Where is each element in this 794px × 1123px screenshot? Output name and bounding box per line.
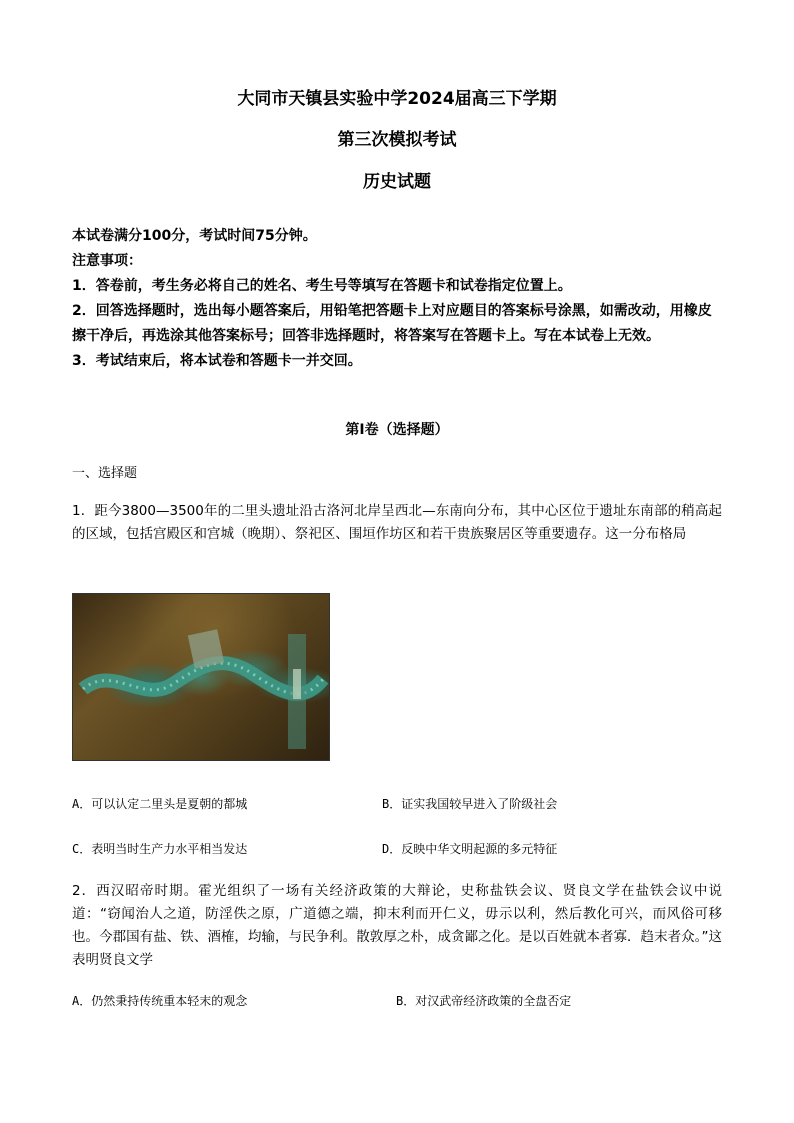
notice-item-3: 3．考试结束后，将本试卷和答题卡一并交回。 [72,353,362,369]
exam-subject-title: 历史试题 [363,172,431,192]
question-1-text: 1．距今3800—3500年的二里头遗址沿古洛河北岸呈西北—东南向分布，其中心区位于遗址东南部的稍高起的区域，包括宫殿区和宫城（晚期）、祭祀区、围垣作坊区和若干贵族聚居区等重要遗存。这一分布格局 [72,503,722,542]
question-2-option-a[interactable]: A．仍然秉持传统重本轻末的观念 [72,994,248,1008]
part-label: 一、选择题 [72,466,138,481]
notice-item-2: 2．回答选择题时，选出每小题答案后，用铅笔把答题卡上对应题目的答案标号涂黑，如需改动，用橡皮擦干净后，再选涂其他答案标号；回答非选择题时，将答案写在答题卡上。写在本试卷上无效。 [72,303,712,344]
notice-score-time: 本试卷满分100分，考试时间75分钟。 [72,228,317,244]
question-1-option-c[interactable]: C．表明当时生产力水平相当发达 [72,842,248,856]
notice-item-1: 1．答卷前，考生务必将自己的姓名、考生号等填写在答题卡和试卷指定位置上。 [72,278,572,294]
exam-title-line1: 大同市天镇县实验中学2024届高三下学期 [237,89,557,109]
erlitou-relic-photo [72,593,330,761]
exam-notice [72,224,722,374]
relic-illustration [73,594,329,760]
question-2-option-b[interactable]: B．对汉武帝经济政策的全盘否定 [396,994,572,1008]
exam-title-line2: 第三次模拟考试 [337,130,457,150]
notice-heading: 注意事项： [72,253,142,269]
question-2-text: 2．西汉昭帝时期。霍光组织了一场有关经济政策的大辩论，史称盐铁会议、贤良文学在盐铁会议中说道：“窃闻治人之道，防淫佚之原，广道德之端，抑末利而开仁义，毋示以利，然后教化可兴，而风俗可移也。今郡国有盐、铁、酒榷，均输，与民争利。散敦厚之朴，成贪鄙之化。是以百姓就本者寡．趋末者众。”这表明贤良文学 [72,883,722,968]
question-1-option-b[interactable]: B．证实我国较早进入了阶级社会 [382,797,558,811]
section-title: 第I卷（选择题） [345,422,449,438]
question-1-option-d[interactable]: D．反映中华文明起源的多元特征 [382,842,558,856]
question-1-option-a[interactable]: A．可以认定二里头是夏朝的都城 [72,797,248,811]
